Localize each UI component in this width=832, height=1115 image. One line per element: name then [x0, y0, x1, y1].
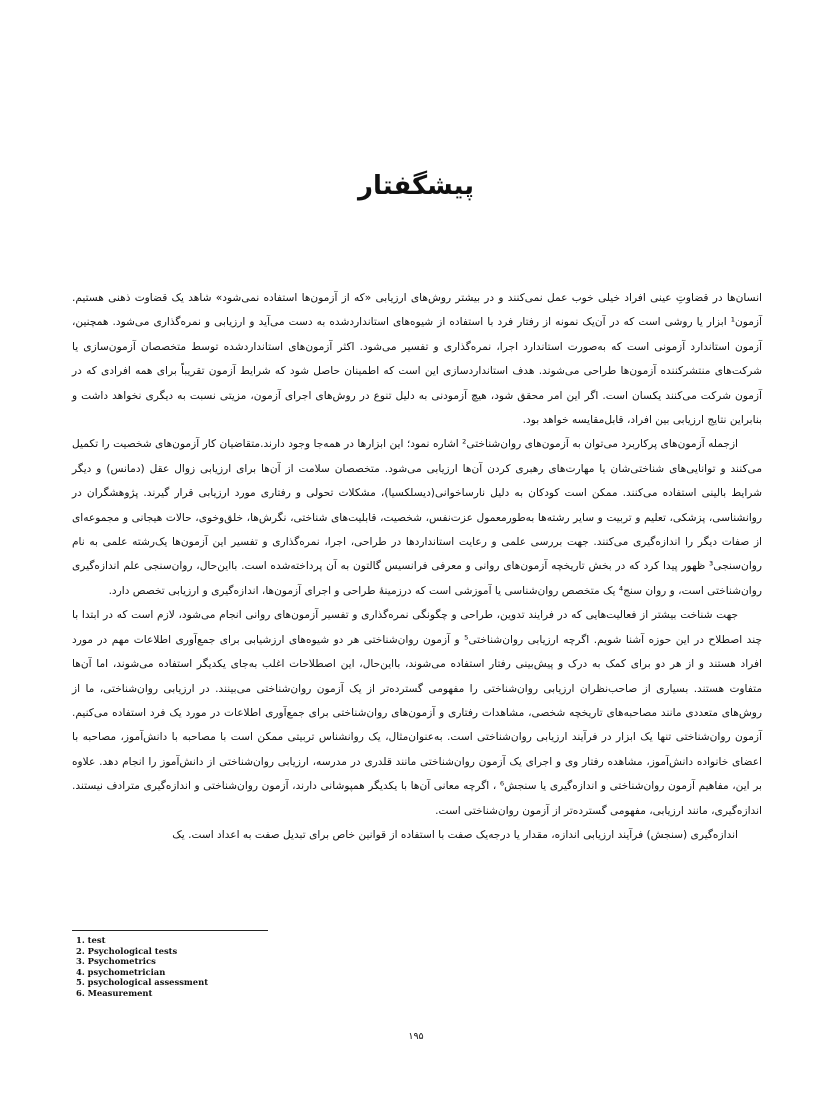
paragraph: انسان‌ها در قضاوتِ عینی افراد خیلی خوب عمل نمی‌کنند و در بیشتر روش‌های ارزیابی «که از آزمون‌ها استفاده نمی‌شود» شاهد یک قضاوت ذهنی هستیم. آزمون¹ ابزار یا روشی است که در آن‌یک نمونه از رفتار فرد با استفاده از شیوه‌های استانداردشده به دست می‌آید و ارزیابی و نمره‌گذاری می‌شود. همچنین، آزمون استاندارد آزمونی است که به‌صورت استاندارد اجرا، نمره‌گذاری و تفسیر می‌شود. اکثر آزمون‌های استانداردشده توسط متخصصان آزمون‌سازی یا شرکت‌های منتشرکننده آزمون‌ها طراحی می‌شوند. هدف استانداردسازی این است که اطمینان حاصل شود که شرایط آزمون تقریباً برای همه افرادی که در آزمون شرکت می‌کنند یکسان است. اگر این امر محقق شود، هیچ آزمودنی به دلیل تنوع در روش‌های اجرای آزمون، مزیتی نسبت به دیگری نخواهد داشت و بنابراین نتایج ارزیابی بین افراد، قابل‌مقایسه خواهد بود.: [72, 292, 762, 427]
footnote: 1. test: [76, 935, 106, 945]
paragraph: ازجمله آزمون‌های پرکاربرد می‌توان به آزمون‌های روان‌شناختی² اشاره نمود؛ این ابزارها در همه‌جا وجود دارند.متقاضیان کار آزمون‌های شخصیت را تکمیل می‌کنند و توانایی‌های شناختی‌شان یا مهارت‌های رهبری کردن آن‌ها ارزیابی می‌شود. متخصصان سلامت از آن‌ها برای ارزیابی زوال عقل (دمانس) و دیگر شرایط بالینی استفاده می‌کنند. ممکن است کودکان به دلیل نارساخوانی(دیسلکسیا)، مشکلات تحولی و رفتاری مورد ارزیابی قرار گیرند. پژوهشگران در روانشناسی، پزشکی، تعلیم و تربیت و سایر رشته‌ها به‌طورمعمول عزت‌نفس، شخصیت، قابلیت‌های شناختی، نگرش‌ها، خلق‌وخوی، حالات هیجانی و مجموعه‌ای از صفات دیگر را اندازه‌گیری می‌کنند. جهت بررسی علمی و رعایت استانداردها در طراحی، اجرا، نمره‌گذاری و تفسیر این آزمون‌ها یک‌رشته علمی به نام روان‌سنجی³ ظهور پیدا کرد که در بخش تاریخچه آزمون‌های روانی و معرفی فرانسیس گالتون به آن پرداخته‌شده است. بااین‌حال، روان‌سنجی علم اندازه‌گیری روان‌شناختی است، و روان سنج⁴ یک متخصص روان‌شناسی یا آموزشی است که درزمینهٔ طراحی و اجرای آزمون‌ها، اندازه‌گیری و ارزیابی تخصص دارد.: [72, 438, 762, 597]
footnote: 4. psychometrician: [76, 966, 166, 977]
paragraph: جهت شناخت بیشتر از فعالیت‌هایی که در فرایند تدوین، طراحی و چگونگی نمره‌گذاری و تفسیر آزمون‌های روانی انجام می‌شود، لازم است که در ابتدا با چند اصطلاح در این حوزه آشنا شویم. اگرچه ارزیابی روان‌شناختی⁵ و آزمون روان‌شناختی هر دو شیوه‌های ارزشیابی برای جمع‌آوری اطلاعات مهم در مورد افراد هستند و از هر دو برای کمک به درک و پیش‌بینی رفتار استفاده می‌شوند، بااین‌حال، این اصطلاحات اغلب به‌جای یکدیگر استفاده می‌شوند، اما آن‌ها متفاوت هستند. بسیاری از صاحب‌نظران ارزیابی روان‌شناختی را مفهومی گسترده‌تر از یک آزمون روان‌شناختی می‌بینند. در ارزیابی روان‌شناختی، ما از روش‌های متعددی مانند مصاحبه‌های تاریخچه شخصی، مشاهدات رفتاری و آزمون‌های روان‌شناختی برای جمع‌آوری اطلاعات در مورد یک فرد استفاده می‌کنیم. آزمون روان‌شناختی تنها یک ابزار در فرآیند ارزیابی روان‌شناختی است. به‌عنوان‌مثال، یک روانشناس تربیتی ممکن است با مصاحبه با دانش‌آموز، مصاحبه با اعضای خانواده دانش‌آموز، مشاهده رفتار وی و اجرای یک آزمون روان‌شناختی مانند قلدری در مدرسه، ارزیابی روان‌شناختی از دانش‌آموز را انجام دهد. علاوه بر این، مفاهیم آزمون روان‌شناختی و اندازه‌گیری یا سنجش⁶ ، اگرچه معانی آن‌ها با یکدیگر همپوشانی دارند، آزمون روان‌شناختی و اندازه‌گیری مترادف نیستند. اندازه‌گیری، مانند ارزیابی، مفهومی گسترده‌تر از آزمون روان‌شناختی است.: [72, 609, 763, 817]
footnote: 5. psychological assessment: [76, 977, 209, 988]
footnotes-list: [76, 935, 376, 999]
page-title: پیشگفتار: [357, 171, 474, 201]
footnote: 2. Psychological tests: [76, 945, 178, 956]
footnote: 6. Measurement: [76, 987, 153, 998]
body-text: [72, 286, 762, 847]
page-number: ۱۹۵: [408, 1031, 424, 1042]
footnote-separator: [72, 930, 268, 931]
footnote: 3. Psychometrics: [76, 956, 156, 967]
paragraph: اندازه‌گیری (سنجش) فرآیند ارزیابی اندازه، مقدار یا درجه‌یک صفت با استفاده از قوانین خاص برای تبدیل صفت به اعداد است. یک: [172, 828, 738, 841]
